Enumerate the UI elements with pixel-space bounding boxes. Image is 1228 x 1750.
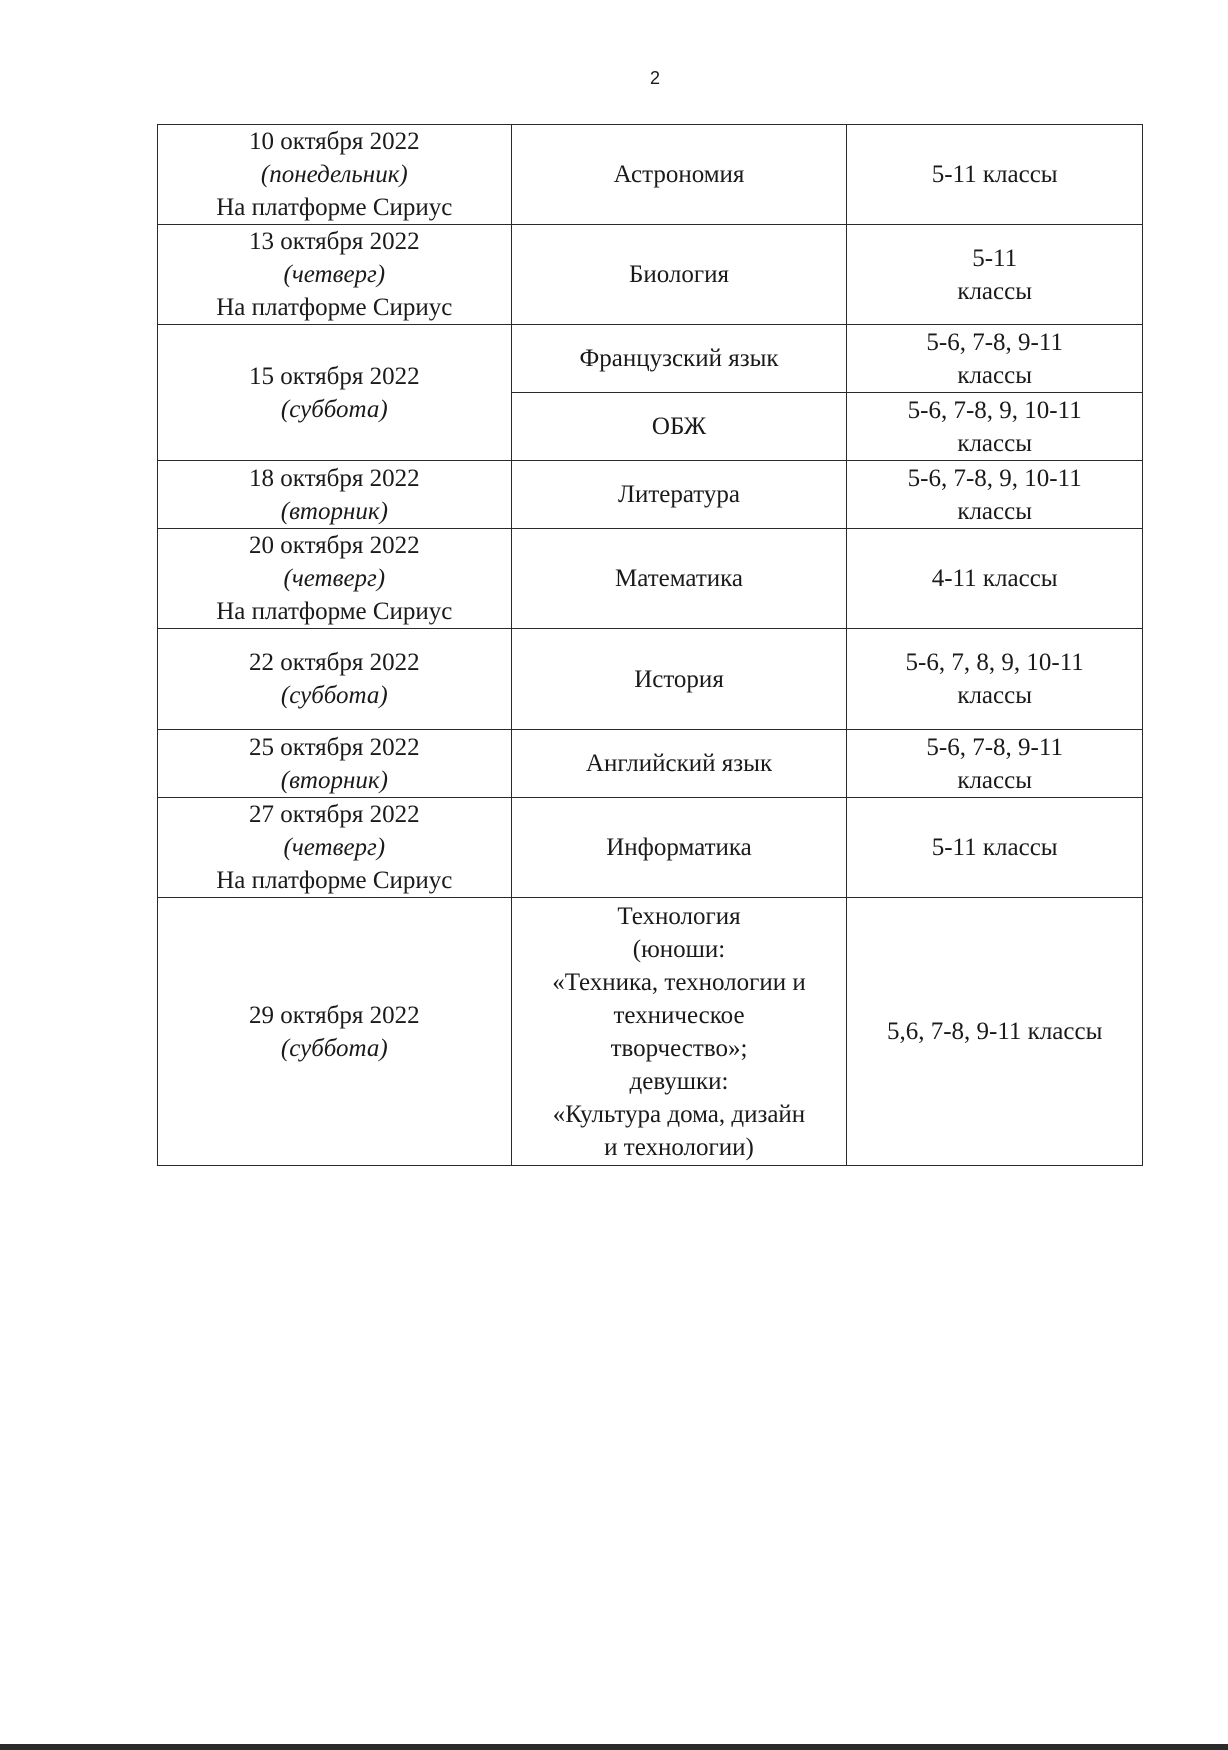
grades-cell: 5-11 классы xyxy=(847,125,1143,225)
weekday-text: (четверг) xyxy=(283,261,386,288)
date-text: 18 октября 2022 xyxy=(249,464,420,492)
subject-line: «Культура дома, дизайн xyxy=(552,1100,806,1128)
grades-text: классы xyxy=(957,277,1033,305)
table-row xyxy=(158,730,1143,798)
platform-text: На платформе Сириус xyxy=(216,194,453,221)
subject-cell: Информатика xyxy=(511,798,847,898)
subject-line: творчество»; xyxy=(610,1034,748,1062)
date-cell xyxy=(158,798,512,898)
table-row xyxy=(158,798,1143,898)
subject-cell: Математика xyxy=(511,529,847,629)
grades-cell xyxy=(847,325,1143,393)
grades-cell xyxy=(847,629,1143,730)
grades-cell xyxy=(847,461,1143,529)
subject-cell: Биология xyxy=(511,225,847,325)
weekday-text: (суббота) xyxy=(280,1034,388,1062)
grades-text: 5-6, 7-8, 9, 10-11 xyxy=(907,464,1082,492)
weekday-text: (четверг) xyxy=(283,565,386,592)
subject-cell: Английский язык xyxy=(511,730,847,798)
table-row xyxy=(158,529,1143,629)
date-cell xyxy=(158,529,512,629)
page-number: 2 xyxy=(649,68,660,88)
grades-text: классы xyxy=(957,429,1033,457)
table-row xyxy=(158,125,1143,225)
platform-text: На платформе Сириус xyxy=(216,598,453,625)
weekday-text: (вторник) xyxy=(280,766,388,794)
table-row xyxy=(158,629,1143,730)
grades-cell xyxy=(847,393,1143,461)
weekday-text: (вторник) xyxy=(280,497,388,525)
grades-text: классы xyxy=(957,361,1033,389)
grades-text: классы xyxy=(957,497,1033,525)
subject-line: техническое xyxy=(613,1001,745,1029)
subject-line: и технологии) xyxy=(604,1133,754,1161)
weekday-text: (суббота) xyxy=(280,682,388,709)
platform-text: На платформе Сириус xyxy=(216,294,453,321)
subject-line: «Техника, технологии и xyxy=(552,968,806,996)
table-row xyxy=(158,461,1143,529)
grades-text: 5-11 xyxy=(972,244,1018,272)
grades-text: 5-6, 7-8, 9-11 xyxy=(926,733,1063,761)
weekday-text: (суббота) xyxy=(280,395,388,423)
subject-line: девушки: xyxy=(629,1067,729,1095)
grades-text: 5-6, 7, 8, 9, 10-11 xyxy=(905,649,1084,676)
date-cell xyxy=(158,325,512,461)
date-cell xyxy=(158,225,512,325)
table-row xyxy=(158,225,1143,325)
grades-cell: 5-11 классы xyxy=(847,798,1143,898)
grades-cell: 4-11 классы xyxy=(847,529,1143,629)
subject-cell: История xyxy=(511,629,847,730)
date-text: 29 октября 2022 xyxy=(249,1001,420,1029)
date-cell xyxy=(158,898,512,1166)
grades-text: классы xyxy=(957,766,1033,794)
weekday-text: (четверг) xyxy=(283,834,386,861)
date-text: 10 октября 2022 xyxy=(249,128,420,155)
grades-cell xyxy=(847,225,1143,325)
olympiad-schedule-table xyxy=(157,124,1143,1166)
subject-cell: Астрономия xyxy=(511,125,847,225)
subject-cell: Французский язык xyxy=(511,325,847,393)
date-cell xyxy=(158,461,512,529)
subject-cell xyxy=(511,898,847,1166)
date-text: 22 октября 2022 xyxy=(249,649,420,676)
grades-cell xyxy=(847,730,1143,798)
grades-text: 5-6, 7-8, 9-11 xyxy=(926,328,1063,356)
grades-text: 5-6, 7-8, 9, 10-11 xyxy=(907,396,1082,424)
date-cell xyxy=(158,629,512,730)
scan-edge-divider xyxy=(0,1744,1228,1750)
subject-line: Технология xyxy=(617,902,741,930)
platform-text: На платформе Сириус xyxy=(216,867,453,894)
date-text: 13 октября 2022 xyxy=(249,228,420,255)
date-text: 25 октября 2022 xyxy=(249,733,420,761)
subject-cell: Литература xyxy=(511,461,847,529)
weekday-text: (понедельник) xyxy=(260,161,408,188)
grades-text: классы xyxy=(957,682,1033,709)
date-cell xyxy=(158,125,512,225)
date-text: 15 октября 2022 xyxy=(249,362,420,390)
subject-cell: ОБЖ xyxy=(511,393,847,461)
table-row xyxy=(158,325,1143,393)
date-text: 20 октября 2022 xyxy=(249,532,420,559)
date-cell xyxy=(158,730,512,798)
subject-line: (юноши: xyxy=(632,935,726,963)
table-row xyxy=(158,898,1143,1166)
date-text: 27 октября 2022 xyxy=(249,801,420,828)
grades-cell: 5,6, 7-8, 9-11 классы xyxy=(847,898,1143,1166)
